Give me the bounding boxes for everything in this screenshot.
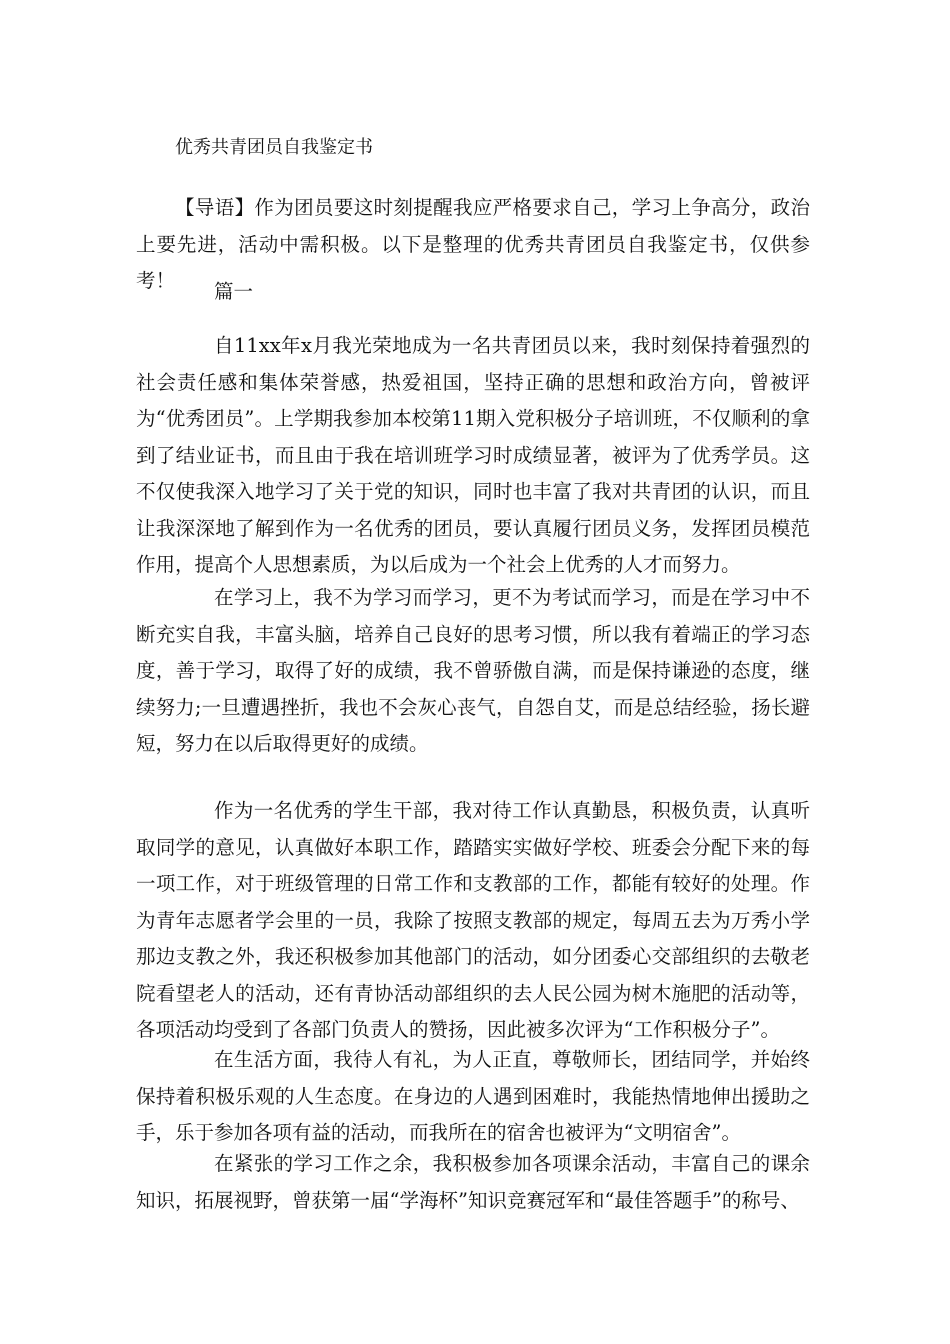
intro-paragraph: 【导语】作为团员要这时刻提醒我应严格要求自己，学习上争高分，政治上要先进，活动中需积极。以下是整理的优秀共青团员自我鉴定书，仅供参考！ <box>136 196 810 292</box>
document-title: 优秀共青团员自我鉴定书 <box>175 137 373 158</box>
section-heading: 篇一 <box>214 280 254 303</box>
paragraph-5: 在紧张的学习工作之余，我积极参加各项课余活动，丰富自己的课余知识，拓展视野，曾获第一届“学海杯”知识竞赛冠军和“最佳答题手”的称号、 <box>136 1152 810 1212</box>
paragraph-2: 在学习上，我不为学习而学习，更不为考试而学习，而是在学习中不断充实自我，丰富头脑，培养自己良好的思考习惯，所以我有着端正的学习态度，善于学习，取得了好的成绩，我不曾骄傲自满，而是保持谦逊的态度，继续努力;一旦遭遇挫折，我也不会灰心丧气，自怨自艾，而是总结经验，扬长避短，努力在以后取得更好的成绩。 <box>136 586 810 755</box>
paragraph-3: 作为一名优秀的学生干部，我对待工作认真勤恳，积极负责，认真听取同学的意见，认真做好本职工作，踏踏实实做好学校、班委会分配下来的每一项工作，对于班级管理的日常工作和支教部的工作，都能有较好的处理。作为青年志愿者学会里的一员，我除了按照支教部的规定，每周五去为万秀小学那边支教之外，我还积极参加其他部门的活动，如分团委心交部组织的去敬老院看望老人的活动，还有青协活动部组织的去人民公园为树木施肥的活动等，各项活动均受到了各部门负责人的赞扬，因此被多次评为“工作积极分子”。 <box>136 799 810 1041</box>
paragraph-4: 在生活方面，我待人有礼，为人正直，尊敬师长，团结同学，并始终保持着积极乐观的人生态度。在身边的人遇到困难时，我能热情地伸出援助之手，乐于参加各项有益的活动，而我所在的宿舍也被评为“文明宿舍”。 <box>136 1048 810 1144</box>
paragraph-1: 自11xx年x月我光荣地成为一名共青团员以来，我时刻保持着强烈的社会责任感和集体荣誉感，热爱祖国，坚持正确的思想和政治方向，曾被评为“优秀团员”。上学期我参加本校第11期入党积极分子培训班，不仅顺利的拿到了结业证书，而且由于我在培训班学习时成绩显著，被评为了优秀学员。这不仅使我深入地学习了关于党的知识，同时也丰富了我对共青团的认识，而且让我深深地了解到作为一名优秀的团员，要认真履行团员义务，发挥团员模范作用，提高个人思想素质，为以后成为一个社会上优秀的人才而努力。 <box>136 334 810 576</box>
